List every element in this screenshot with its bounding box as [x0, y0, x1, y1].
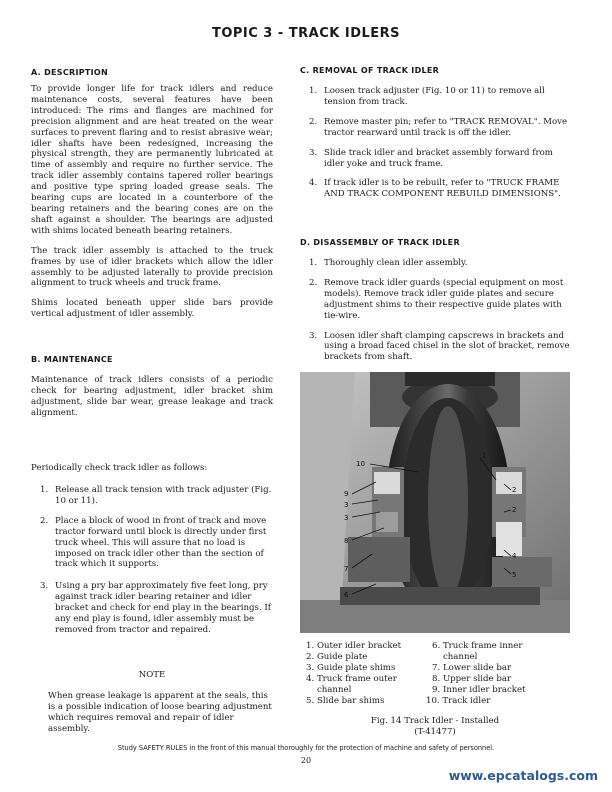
step-text: Place a block of wood in front of track and move tractor forward until block is directly under first truck wheel. This will assure that no load is imposed on track idler other than the section of track which it supports.: [55, 515, 267, 570]
legend-label: Slide bar shims: [316, 696, 385, 706]
legend-label: Truck frame outer channel: [316, 674, 397, 695]
list-item: [40, 516, 274, 571]
callout-number: 8: [344, 537, 349, 545]
legend-number: 6.: [432, 641, 441, 651]
section-d-heading: D. DISASSEMBLY OF TRACK IDLER: [300, 238, 460, 247]
callout-number: 1: [482, 452, 487, 460]
step-number: 2.: [40, 515, 49, 526]
step-number: 4.: [309, 178, 318, 189]
track-idler-illustration: [300, 372, 570, 633]
step-text: Remove master pin; refer to "TRACK REMOVAL". Move tractor rearward until track is off the idler.: [324, 116, 568, 138]
step-number: 2.: [309, 116, 318, 127]
step-text: Remove track idler guards (special equipment on most models). Remove track idler guide plates and secure adjustment shims to their respective guide plates with tie-wire.: [324, 277, 564, 321]
note-text: When grease leakage is apparent at the seals, this is a possible indication of loose bearing adjustment which requires removal and repair of idler assembly.: [48, 691, 272, 734]
section-a-body: [31, 84, 273, 320]
step-number: 3.: [40, 581, 49, 592]
step-number: 1.: [309, 86, 318, 96]
list-item: [40, 581, 274, 636]
section-b-lead: Periodically check track idler as follows:: [31, 463, 208, 473]
safety-footer: Study SAFETY RULES in the front of this manual thoroughly for the protection of machine and safety of personnel.: [117, 744, 495, 752]
legend-label: Guide plate: [316, 652, 368, 662]
legend-number: 3.: [306, 663, 315, 673]
legend-item: [426, 696, 490, 707]
step-number: 3.: [309, 147, 318, 158]
legend-label: Truck frame inner channel: [442, 641, 523, 662]
legend-number: 10.: [426, 696, 440, 706]
callout-number: 4: [512, 552, 517, 560]
list-item: [309, 331, 571, 364]
figure-caption-code: (T-41477): [414, 727, 456, 737]
legend-item: [432, 685, 526, 696]
step-number: 1.: [40, 485, 49, 495]
callout-number: 2: [512, 486, 517, 494]
step-text: Thoroughly clean idler assembly.: [324, 258, 468, 268]
legend-item: [306, 641, 401, 652]
note-title: NOTE: [138, 670, 166, 680]
legend-number: 2.: [306, 652, 315, 662]
track-idler-photo: [300, 372, 570, 633]
legend-number: 4.: [306, 674, 315, 684]
section-a-paragraph: The track idler assembly is attached to the truck frames by use of idler brackets which allow the idler assembly to be adjusted laterally to provide precision alignment to truck wheels and truck frame.: [31, 245, 273, 289]
figure-legend: [300, 641, 580, 707]
legend-item: [306, 652, 367, 663]
legend-number: 1.: [306, 641, 315, 651]
section-a-paragraph: Shims located beneath upper slide bars provide vertical adjustment of idler assembly.: [31, 298, 273, 320]
step-number: 2.: [309, 277, 318, 288]
step-text: If track idler is to be rebuilt, refer to "TRUCK FRAME AND TRACK COMPONENT REBUILD DIMENSIONS".: [324, 178, 561, 200]
callout-number: 3: [344, 501, 349, 509]
section-c-steps: [309, 86, 571, 200]
callout-number: 10: [356, 460, 365, 468]
section-d-steps: [309, 258, 571, 363]
legend-item: [432, 641, 572, 663]
list-item: [309, 258, 571, 269]
section-c-heading: C. REMOVAL OF TRACK IDLER: [300, 66, 440, 75]
callout-number: 7: [344, 565, 349, 573]
legend-number: 8.: [432, 674, 441, 684]
legend-number: 5.: [306, 696, 315, 706]
legend-number: 7.: [432, 663, 441, 673]
legend-label: Outer idler bracket: [316, 641, 402, 651]
callout-number: 5: [512, 571, 517, 579]
legend-label: Upper slide bar: [442, 674, 512, 684]
callout-number: 9: [344, 490, 349, 498]
legend-item: [306, 674, 426, 696]
list-item: [309, 148, 571, 170]
legend-item: [306, 663, 395, 674]
legend-label: Track idler: [442, 696, 491, 706]
list-item: [309, 178, 571, 200]
section-b-intro: Maintenance of track idlers consists of a periodic check for bearing adjustment, idler bracket shim adjustment, slide bar wear, grease leakage and track alignment.: [31, 375, 273, 418]
legend-item: [306, 696, 384, 707]
page-title: TOPIC 3 - TRACK IDLERS: [211, 26, 401, 41]
watermark: www.epcatalogs.com: [448, 768, 598, 783]
callout-number: 3: [344, 514, 349, 522]
page-number: 20: [300, 756, 312, 765]
section-b-steps: [40, 485, 274, 636]
step-text: Loosen idler shaft clamping capscrews in brackets and using a broad faced chisel in the slot of bracket, remove brackets from shaft.: [324, 330, 570, 363]
list-item: [309, 117, 571, 139]
step-number: 3.: [309, 330, 318, 341]
step-text: Release all track tension with track adjuster (Fig. 10 or 11).: [55, 485, 272, 506]
figure-caption-title: Fig. 14 Track Idler - Installed: [370, 716, 500, 726]
legend-number: 9.: [432, 685, 441, 695]
legend-item: [432, 663, 511, 674]
step-text: Loosen track adjuster (Fig. 10 or 11) to remove all tension from track.: [324, 86, 545, 107]
section-a-heading: A. DESCRIPTION: [31, 68, 109, 77]
step-text: Using a pry bar approximately five feet long, pry against track idler bearing retainer and idler bracket and check for end play in the bearings. If any end play is found, idler assembly must be removed from tractor and repaired.: [55, 581, 271, 635]
legend-label: Inner idler bracket: [442, 685, 526, 695]
legend-item: [432, 674, 511, 685]
legend-label: Lower slide bar: [442, 663, 512, 673]
list-item: [40, 485, 274, 507]
section-a-paragraph: To provide longer life for track idlers and reduce maintenance costs, several features have been introduced: The rims and flanges are machined for precision alignment and are heat treated on the wear surfaces to prevent flaring and to resist abrasive wear; idler shafts have been redesigned, increasing the physical strength, they are permanently lubricated at time of assembly and require no further service. The track idler assembly contains tapered roller bearings and positive type spring loaded grease seals. The bearing cups are located in a counterbore of the bearing retainers and the bearing cones are on the shaft against a shoulder. The bearings are adjusted with shims located beneath bearing retainers.: [31, 84, 273, 236]
list-item: [309, 86, 571, 108]
figure-caption: [300, 716, 570, 738]
step-text: Slide track idler and bracket assembly forward from idler yoke and truck frame.: [324, 147, 553, 169]
callout-number: 6: [344, 591, 349, 599]
step-number: 1.: [309, 258, 318, 268]
list-item: [309, 278, 571, 322]
section-b-heading: B. MAINTENANCE: [31, 355, 113, 364]
legend-label: Guide plate shims: [316, 663, 396, 673]
callout-number: 2: [512, 506, 517, 514]
